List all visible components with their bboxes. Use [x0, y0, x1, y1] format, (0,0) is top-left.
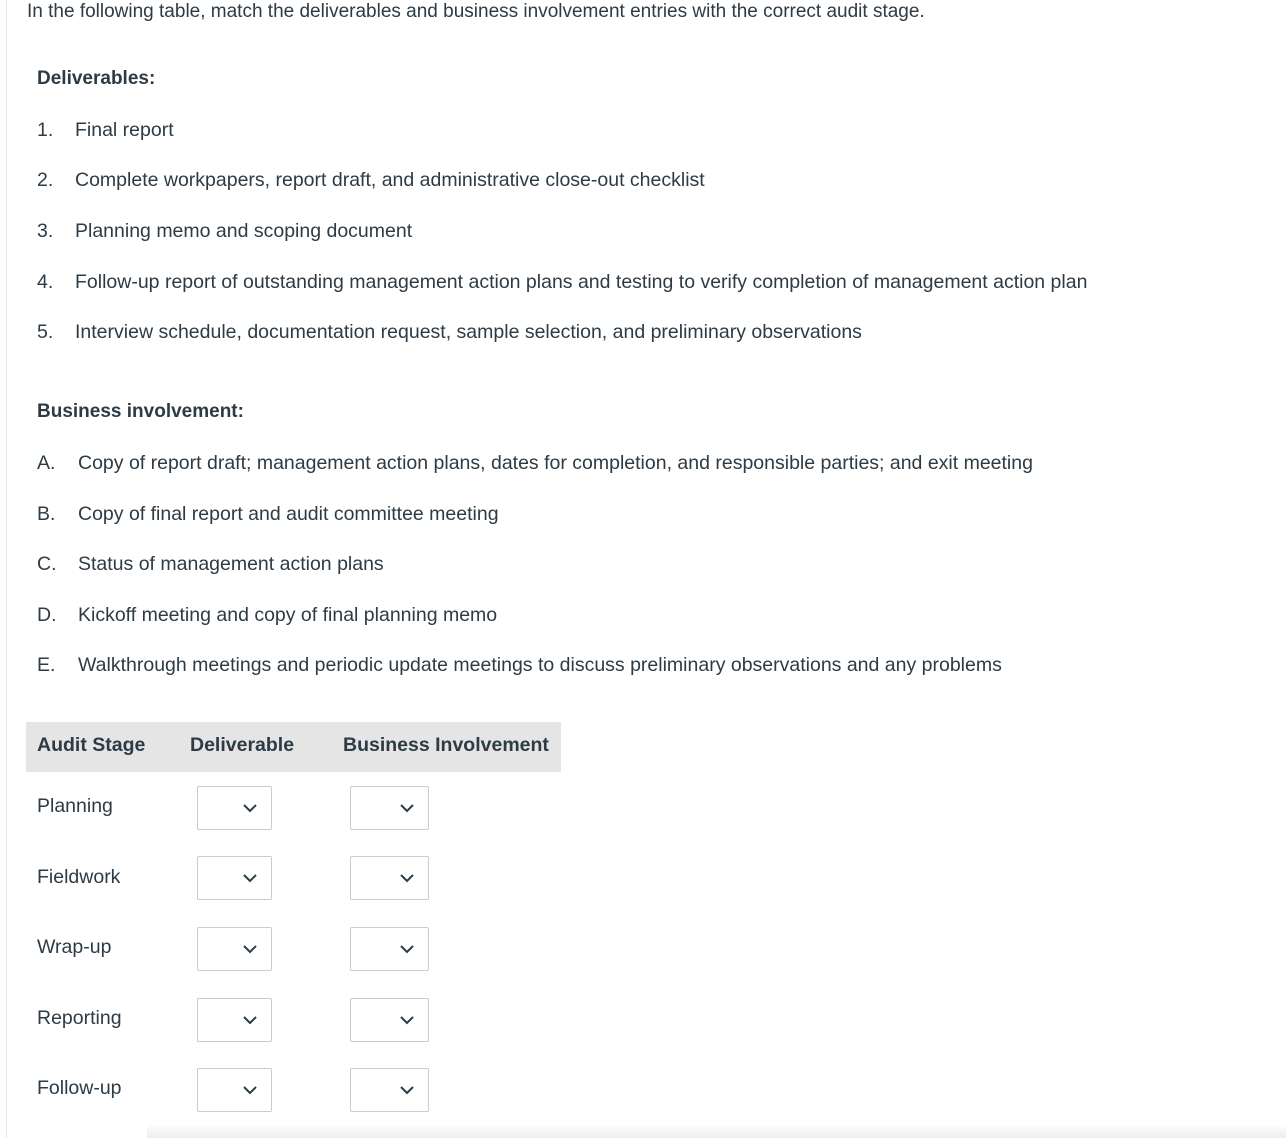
business-select-planning[interactable]	[350, 786, 429, 830]
chevron-down-icon	[240, 798, 260, 818]
list-item-text: Final report	[75, 119, 174, 141]
chevron-down-icon	[240, 939, 260, 959]
list-marker: 3.	[37, 220, 54, 242]
bottom-edge-shadow	[147, 1124, 1286, 1138]
list-marker: B.	[37, 503, 56, 525]
deliverable-item-1	[37, 119, 174, 142]
business-item-e	[37, 654, 1002, 677]
business-select-reporting[interactable]	[350, 998, 429, 1042]
list-marker: 2.	[37, 169, 54, 191]
list-marker: D.	[37, 604, 57, 626]
list-item-text: Status of management action plans	[78, 553, 384, 575]
chevron-down-icon	[397, 868, 417, 888]
header-business-involvement: Business Involvement	[343, 734, 549, 756]
business-select-fieldwork[interactable]	[350, 856, 429, 900]
deliverable-select-follow-up[interactable]	[197, 1068, 272, 1112]
list-item-text: Walkthrough meetings and periodic update meetings to discuss preliminary observations and any problems	[78, 654, 1002, 676]
list-marker: A.	[37, 452, 56, 474]
deliverable-item-2	[37, 169, 705, 192]
list-item-text: Planning memo and scoping document	[75, 220, 413, 242]
list-item-text: Complete workpapers, report draft, and administrative close-out checklist	[75, 169, 705, 191]
question-panel	[6, 0, 1286, 1138]
list-marker: 4.	[37, 271, 54, 293]
header-audit-stage: Audit Stage	[37, 734, 146, 756]
business-item-b	[37, 503, 499, 526]
deliverable-select-planning[interactable]	[197, 786, 272, 830]
list-marker: E.	[37, 654, 56, 676]
table-header-row	[26, 722, 561, 772]
deliverable-item-3	[37, 220, 412, 243]
list-item-text: Follow-up report of outstanding management action plans and testing to verify completion of management action plan	[75, 271, 1088, 293]
list-item-text: Copy of final report and audit committee meeting	[78, 503, 499, 525]
chevron-down-icon	[240, 868, 260, 888]
deliverable-select-wrap-up[interactable]	[197, 927, 272, 971]
deliverable-select-reporting[interactable]	[197, 998, 272, 1042]
chevron-down-icon	[397, 939, 417, 959]
stage-reporting: Reporting	[37, 1007, 122, 1029]
stage-wrap-up: Wrap-up	[37, 936, 112, 958]
deliverable-select-fieldwork[interactable]	[197, 856, 272, 900]
list-item-text: Interview schedule, documentation request, sample selection, and preliminary observations	[75, 321, 862, 343]
deliverable-item-5	[37, 321, 862, 344]
business-item-a	[37, 452, 1033, 475]
chevron-down-icon	[240, 1010, 260, 1030]
list-item-text: Kickoff meeting and copy of final planning memo	[78, 604, 498, 626]
stage-planning: Planning	[37, 795, 113, 817]
instructions-text: In the following table, match the deliverables and business involvement entries with the correct audit stage.	[27, 1, 925, 22]
stage-follow-up: Follow-up	[37, 1077, 122, 1099]
business-item-c	[37, 553, 384, 576]
chevron-down-icon	[397, 1080, 417, 1100]
chevron-down-icon	[240, 1080, 260, 1100]
header-deliverable: Deliverable	[190, 734, 295, 756]
chevron-down-icon	[397, 798, 417, 818]
list-marker: 1.	[37, 119, 54, 141]
business-involvement-heading: Business involvement:	[37, 401, 244, 422]
list-marker: C.	[37, 553, 57, 575]
stage-fieldwork: Fieldwork	[37, 866, 121, 888]
deliverables-heading: Deliverables:	[37, 68, 156, 89]
list-marker: 5.	[37, 321, 54, 343]
business-select-follow-up[interactable]	[350, 1068, 429, 1112]
business-select-wrap-up[interactable]	[350, 927, 429, 971]
chevron-down-icon	[397, 1010, 417, 1030]
list-item-text: Copy of report draft; management action plans, dates for completion, and responsible parties; and exit meeting	[78, 452, 1033, 474]
deliverable-item-4	[37, 271, 1087, 294]
business-item-d	[37, 604, 497, 627]
